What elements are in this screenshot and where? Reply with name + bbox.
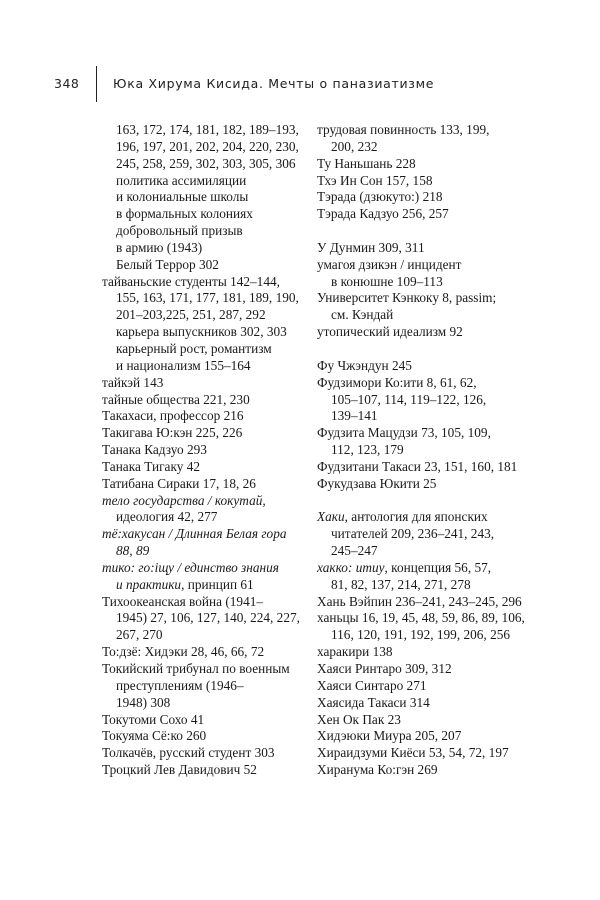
index-entry-text: Хаяси Синтаро 271: [317, 677, 427, 693]
index-subline: [317, 392, 522, 409]
index-subline: [102, 695, 302, 712]
index-subline: [102, 358, 302, 375]
index-entry: [102, 476, 302, 493]
index-entry: [102, 408, 302, 425]
index-entry: [317, 173, 522, 190]
index-entry-text: 201–203,225, 251, 287, 292: [116, 307, 266, 323]
index-entry: [317, 644, 522, 661]
index-subline: [317, 408, 522, 425]
index-entry: [317, 206, 522, 223]
index-entry-text: карьерный рост, романтизм: [116, 340, 272, 356]
index-subline: [102, 223, 302, 240]
index-entry: [317, 610, 525, 627]
index-entry: [317, 661, 522, 678]
index-entry: [317, 678, 522, 695]
index-entry-text: Ту Наньшань 228: [317, 155, 416, 171]
index-entry: [317, 290, 522, 307]
index-section-gap: [317, 493, 522, 510]
index-entry-text: Белый Террор 302: [116, 256, 219, 272]
index-section-gap: [317, 341, 522, 358]
index-section-gap: [317, 223, 522, 240]
index-entry-text: Хань Вэйпин 236–241, 243–245, 296: [317, 593, 522, 609]
index-entry-text: 200, 232: [331, 138, 378, 154]
index-entry: [317, 189, 522, 206]
index-entry-text: преступлениям (1946–: [116, 677, 244, 693]
index-entry-text: То:дзё: Хидэки 28, 46, 66, 72: [102, 644, 265, 660]
index-entry-text: 112, 123, 179: [331, 442, 404, 458]
index-entry: [102, 442, 302, 459]
index-entry-text: Токуяма Сё:ко 260: [102, 728, 207, 744]
index-entry: [102, 661, 302, 678]
index-entry-text: в конюшне 109–113: [331, 273, 443, 289]
index-subline: [317, 577, 522, 594]
index-entry-text: Тихоокеанская война (1941–: [102, 593, 264, 609]
index-subline: [102, 189, 302, 206]
index-entry-text: тайваньские студенты 142–144,: [102, 273, 280, 289]
index-entry-text: 105–107, 114, 119–122, 126,: [331, 391, 487, 407]
index-entry-text: Такахаси, профессор 216: [102, 408, 244, 424]
index-entry-text: тё:хакусан / Длинная Белая гора: [102, 526, 287, 542]
index-entry-text: Фудзитани Такаси 23, 151, 160, 181: [317, 458, 518, 474]
index-entry-text: читателей 209, 236–241, 243,: [331, 526, 495, 542]
index-entry-text: добровольный призыв: [116, 223, 243, 239]
index-entry-text: 245–247: [331, 543, 378, 559]
index-subline: [102, 610, 302, 627]
index-entry-text: 196, 197, 201, 202, 204, 220, 230,: [116, 138, 299, 154]
index-subline: [317, 543, 522, 560]
index-entry-text: политика ассимиляции: [116, 172, 247, 188]
index-entry-text: в формальных колониях: [116, 206, 253, 222]
index-entry: [102, 493, 302, 510]
index-subline: [102, 290, 302, 307]
index-entry-text: Хидэюки Миура 205, 207: [317, 728, 462, 744]
index-subline: [102, 122, 302, 139]
index-subline: [102, 173, 302, 190]
index-subline: [102, 509, 302, 526]
index-entry-text: Танака Кадзуо 293: [102, 442, 207, 458]
index-entry: [102, 425, 302, 442]
index-subline: [317, 526, 522, 543]
page-number: 348: [54, 76, 80, 91]
index-entry: [102, 712, 302, 729]
index-entry-text: 81, 82, 137, 214, 271, 278: [331, 576, 471, 592]
index-subline: [102, 543, 302, 560]
index-subline: [102, 324, 302, 341]
index-entry: [102, 560, 302, 577]
index-entry: [317, 156, 522, 173]
index-entry-text: 139–141: [331, 408, 378, 424]
index-entry: [102, 459, 302, 476]
index-entry: [317, 728, 522, 745]
index-subline: [317, 307, 522, 324]
index-entry: [317, 375, 522, 392]
index-entry-text: Фудзита Мацудзи 73, 105, 109,: [317, 425, 491, 441]
index-entry: [317, 560, 522, 577]
index-entry-text: умагоя дзикэн / инцидент: [317, 256, 462, 272]
index-entry-text: 163, 172, 174, 181, 182, 189–193,: [116, 122, 299, 137]
index-entry: [317, 425, 522, 442]
index-entry-text: 116, 120, 191, 192, 199, 206, 256: [331, 627, 511, 643]
index-subline: [317, 442, 522, 459]
index-entry-text: Токийский трибунал по военным: [102, 661, 290, 676]
index-entry: [317, 712, 522, 729]
index-entry-text: Тхэ Ин Сон 157, 158: [317, 172, 433, 188]
index-entry-text: Фудзимори Ко:ити 8, 61, 62,: [317, 374, 477, 390]
index-entry-text: ханьцы 16, 19, 45, 48, 59, 86, 89, 106,: [317, 610, 525, 626]
index-entry-text: трудовая повинность 133, 199,: [317, 122, 490, 137]
index-entry: [317, 358, 522, 375]
index-entry-text: тело государства / кокутай,: [102, 492, 266, 508]
index-subline: [102, 577, 302, 594]
index-subline: [317, 627, 522, 644]
index-entry: [317, 240, 522, 257]
index-entry-text: 245, 258, 259, 302, 303, 305, 306: [116, 155, 296, 171]
index-subline: [102, 139, 302, 156]
index-entry-text: и национализм 155–164: [116, 357, 251, 373]
index-entry-text: в армию (1943): [116, 239, 203, 255]
index-entry: [317, 324, 522, 341]
index-entry-text: Тэрада (дзюкуто:) 218: [317, 189, 443, 205]
index-entry: [317, 509, 522, 526]
index-entry-text: хакко: итиу: [317, 559, 385, 575]
index-entry-text: тико: го:іщу / единство знания: [102, 559, 279, 575]
index-entry-text: У Дунмин 309, 311: [317, 239, 425, 255]
index-entry: [102, 526, 302, 543]
index-entry-text: Фукудзава Юкити 25: [317, 475, 437, 491]
index-entry: [102, 762, 302, 779]
index-entry-text: Хаяси Ринтаро 309, 312: [317, 661, 452, 676]
index-entry-text: Хиранума Ко:гэн 269: [317, 762, 438, 778]
running-title: Юка Хирума Кисида. Мечты о паназиатизме: [113, 76, 435, 91]
index-entry-text: 155, 163, 171, 177, 181, 189, 190,: [116, 290, 299, 306]
index-entry-text: Татибана Сираки 17, 18, 26: [102, 475, 256, 491]
index-entry: [317, 745, 522, 762]
index-entry-text: Хаки: [317, 509, 345, 525]
index-entry-text: Толкачёв, русский студент 303: [102, 745, 275, 761]
index-subline: [102, 307, 302, 324]
header-divider: [96, 66, 97, 102]
index-subline: [102, 156, 302, 173]
index-entry: [102, 594, 302, 611]
index-entry-text: Такигава Ю:кэн 225, 226: [102, 425, 243, 441]
index-entry: [102, 274, 302, 291]
index-subline: [102, 206, 302, 223]
index-entry-text: Танака Тигаку 42: [102, 458, 200, 474]
index-entry-text: Хираидзуми Киёси 53, 54, 72, 197: [317, 745, 509, 761]
index-entry-pages: , концепция 56, 57,: [384, 559, 492, 575]
index-entry: [317, 122, 522, 139]
index-entry-pages: , принцип 61: [181, 576, 254, 592]
index-subline: [102, 627, 302, 644]
index-entry: [102, 375, 302, 392]
index-entry-text: 1945) 27, 106, 127, 140, 224, 227,: [116, 610, 300, 626]
index-entry: [317, 459, 522, 476]
index-subline: [102, 341, 302, 358]
index-entry: [102, 392, 302, 409]
index-entry-text: 267, 270: [116, 627, 163, 643]
index-entry: [317, 695, 522, 712]
index-entry-text: тайные общества 221, 230: [102, 391, 250, 407]
page-header: [0, 0, 600, 110]
index-column-right: [317, 122, 525, 779]
index-subline: [102, 257, 302, 274]
index-subline: [102, 678, 302, 695]
index-entry-text: Хаясида Такаси 314: [317, 694, 430, 710]
index-entry-text: тайкэй 143: [102, 374, 164, 390]
index-entry-text: карьера выпускников 302, 303: [116, 324, 287, 340]
index-entry-text: Тэрада Кадзуо 256, 257: [317, 206, 449, 222]
index-entry-text: харакири 138: [317, 644, 393, 660]
index-entry-text: утопический идеализм 92: [317, 324, 463, 340]
index-entry-text: идеология 42, 277: [116, 509, 218, 525]
index-subline: [102, 240, 302, 257]
index-column-left: [102, 122, 302, 779]
index-entry: [317, 594, 522, 611]
index-entry: [102, 728, 302, 745]
index-entry-text: Токутоми Сохо 41: [102, 711, 205, 727]
index-entry-pages: , антология для японских: [344, 509, 488, 525]
index-subline: [317, 274, 522, 291]
index-entry-text: 88, 89: [116, 543, 150, 559]
index-entry-text: и практики: [116, 576, 182, 592]
index-entry-text: Хен Ок Пак 23: [317, 711, 401, 727]
index-entry-text: Университет Кэнкоку 8, passim;: [317, 290, 497, 306]
index-entry: [102, 745, 302, 762]
index-entry-text: см. Кэндай: [331, 307, 394, 323]
index-entry-text: Фу Чжэндун 245: [317, 357, 412, 373]
index-entry: [317, 257, 522, 274]
index-entry: [102, 644, 302, 661]
index-entry-text: и колониальные школы: [116, 189, 249, 205]
index-entry: [317, 476, 522, 493]
index-entry-text: 1948) 308: [116, 694, 171, 710]
index-entry: [317, 762, 522, 779]
index-entry-text: Троцкий Лев Давидович 52: [102, 762, 257, 778]
index-subline: [317, 139, 522, 156]
